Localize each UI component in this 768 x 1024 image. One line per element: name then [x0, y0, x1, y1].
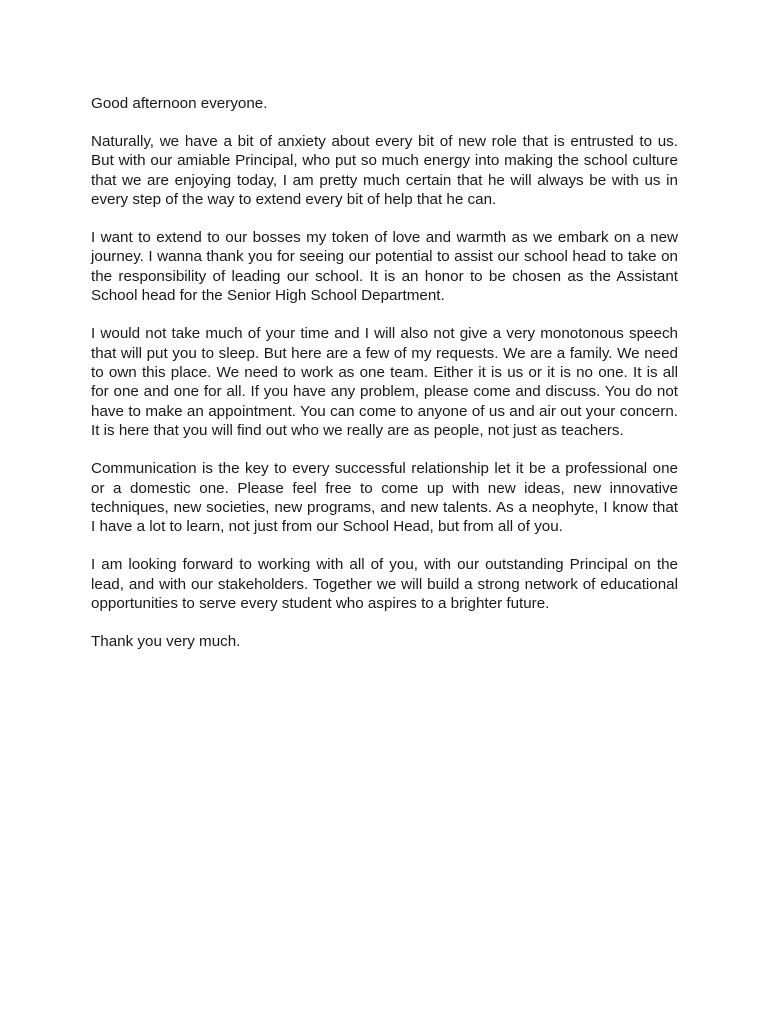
paragraph-looking-forward: I am looking forward to working with all of you, with our outstanding Principal on the lead, and with our stakeholders. Together we will build a strong network of educational opportunities to serve every student who aspires to a brighter future. — [91, 556, 678, 613]
paragraph-new-role: Naturally, we have a bit of anxiety about every bit of new role that is entrusted to us. But with our amiable Principal, who put so much energy into making the school culture that we are enjoying today, I am pretty much certain that he will always be with us in every step of the way to extend every bit of help that he can. — [91, 132, 678, 209]
paragraph-thanks-bosses: I want to extend to our bosses my token of love and warmth as we embark on a new journey. I wanna thank you for seeing our potential to assist our school head to take on the responsibility of leading our school. It is an honor to be chosen as the Assistant School head for the Senior High School Department. — [91, 229, 678, 305]
closing-line: Thank you very much. — [91, 632, 241, 650]
greeting-line: Good afternoon everyone. — [91, 95, 268, 112]
paragraph-communication: Communication is the key to every successful relationship let it be a professional one or a domestic one. Please feel free to come up with new ideas, new innovative techniques, new societies, new programs, and new talents. As a neophyte, I know that I have a lot to learn, not just from our School Head, but from all of you. — [91, 460, 678, 536]
paragraph-requests: I would not take much of your time and I will also not give a very monotonous speech that will put you to sleep. But here are a few of my requests. We are a family. We need to own this place. We need to work as one team. Either it is us or it is no one. It is all for one and one for all. If you have any problem, please come and discuss. You do not have to make an appointment. You can come to anyone of us and air out your concern. It is here that you will find out who we really are as people, not just as teachers. — [91, 325, 678, 440]
